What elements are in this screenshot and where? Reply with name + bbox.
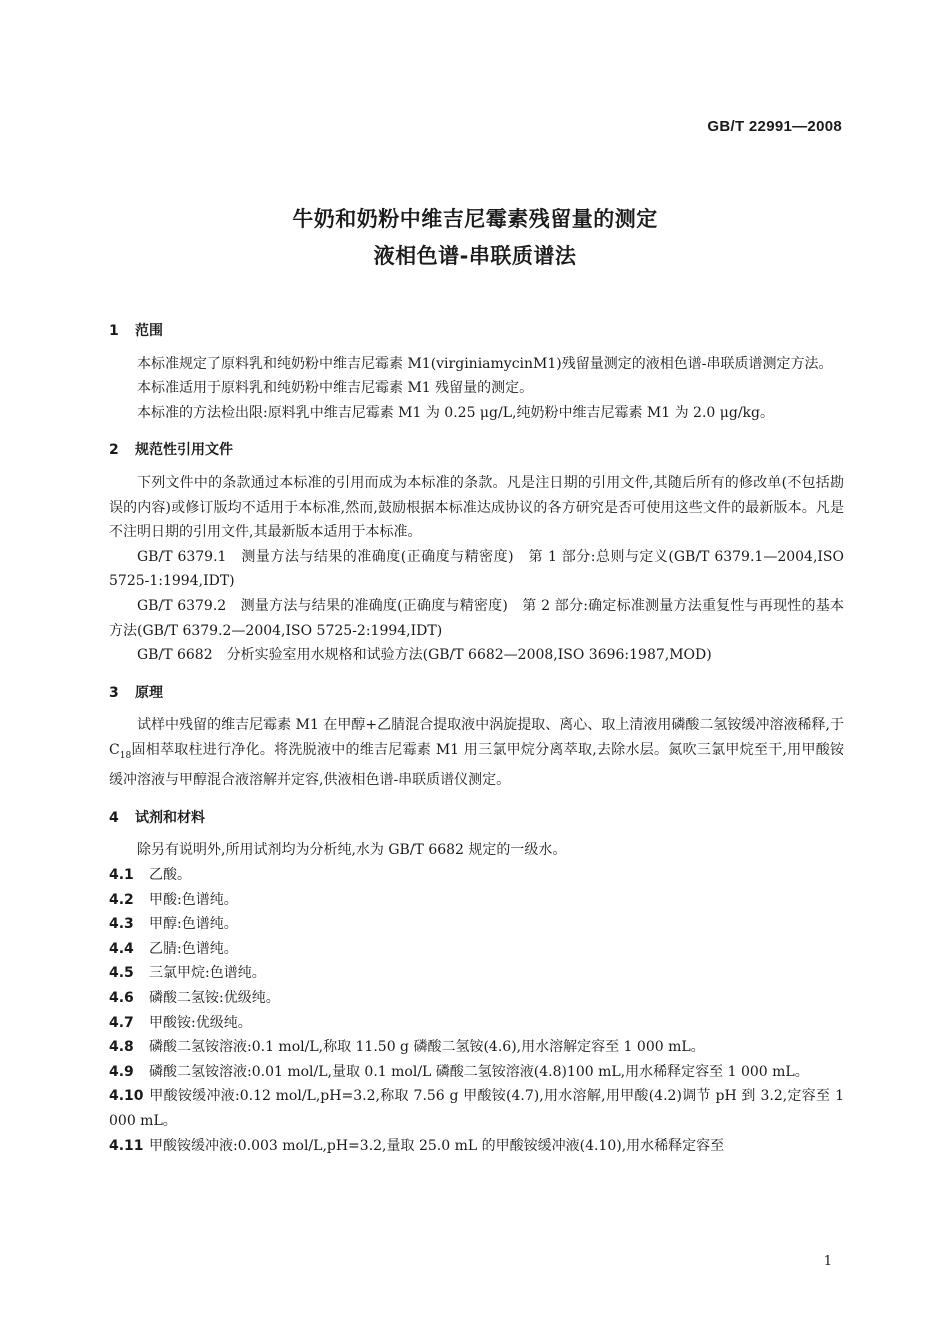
item-number: 4.7 (109, 1014, 134, 1031)
document-body (109, 319, 844, 1158)
document-title: 牛奶和奶粉中维吉尼霉素残留量的测定 (292, 207, 658, 231)
item-text: 甲酸铵缓冲液:0.003 mol/L,pH=3.2,量取 25.0 mL 的甲酸铵缓冲液(4.10),用水稀释定容至 (149, 1137, 725, 1154)
item-text: 三氯甲烷:色谱纯。 (149, 965, 266, 982)
item-text: 磷酸二氢铵:优级纯。 (149, 990, 280, 1007)
item-text: 磷酸二氢铵溶液:0.01 mol/L,量取 0.1 mol/L 磷酸二氢铵溶液(4.8)100 mL,用水稀释定容至 1 000 mL。 (149, 1063, 809, 1080)
item-number: 4.5 (109, 965, 134, 982)
list-item (109, 986, 844, 1011)
item-number: 4.8 (109, 1039, 134, 1056)
paragraph: 除另有说明外,所用试剂均为分析纯,水为 GB/T 6682 规定的一级水。 (137, 842, 567, 859)
paragraph: 本标准适用于原料乳和纯奶粉中维吉尼霉素 M1 残留量的测定。 (137, 380, 534, 397)
subscript: 18 (119, 750, 132, 761)
paragraph-text: 试样中残留的维吉尼霉素 M1 在甲醇+乙腈混合提取液中涡旋提取、离心、取上清液用磷酸二氢铵缓冲溶液稀释,于 C (109, 717, 844, 758)
list-item (109, 888, 844, 913)
item-text: 磷酸二氢铵溶液:0.1 mol/L,称取 11.50 g 磷酸二氢铵(4.6),用水溶解定容至 1 000 mL。 (149, 1039, 705, 1056)
paragraph: 本标准的方法检出限:原料乳中维吉尼霉素 M1 为 0.25 μg/L,纯奶粉中维吉尼霉素 M1 为 2.0 μg/kg。 (137, 404, 774, 421)
item-number: 4.2 (109, 891, 134, 908)
reference-item: GB/T 6379.1 测量方法与结果的准确度(正确度与精密度) 第 1 部分:总则与定义(GB/T 6379.1—2004,ISO 5725-1:1994,IDT) (109, 548, 844, 590)
reference-item: GB/T 6682 分析实验室用水规格和试验方法(GB/T 6682—2008,ISO 3696:1987,MOD) (137, 647, 712, 664)
item-number: 4.3 (109, 916, 134, 933)
item-text: 甲酸铵缓冲液:0.12 mol/L,pH=3.2,称取 7.56 g 甲酸铵(4.7),用水溶解,用甲酸(4.2)调节 pH 到 3.2,定容至 1 000 mL。 (109, 1088, 844, 1130)
reference-item: GB/T 6379.2 测量方法与结果的准确度(正确度与精密度) 第 2 部分:确定标准测量方法重复性与再现性的基本方法(GB/T 6379.2—2004,ISO 5725-2:1994,IDT) (109, 597, 844, 639)
paragraph-text: 固相萃取柱进行净化。将洗脱液中的维吉尼霉素 M1 用三氯甲烷分离萃取,去除水层。氮吹三氯甲烷至干,用甲酸铵缓冲溶液与甲醇混合液溶解并定容,供液相色谱-串联质谱仪测定。 (109, 741, 844, 789)
list-item (109, 1134, 844, 1159)
section-heading-principle (109, 681, 844, 706)
item-text: 乙腈:色谱纯。 (149, 940, 238, 957)
item-text: 甲醇:色谱纯。 (149, 916, 238, 933)
list-item (109, 937, 844, 962)
list-item (109, 1011, 844, 1036)
list-item (109, 961, 844, 986)
section-heading-scope (109, 319, 844, 344)
list-item (109, 912, 844, 937)
section-heading-reagents (109, 806, 844, 831)
section-title: 规范性引用文件 (135, 442, 233, 459)
item-number: 4.6 (109, 990, 134, 1007)
item-number: 4.4 (109, 940, 134, 957)
paragraph: 本标准规定了原料乳和纯奶粉中维吉尼霉素 M1(virginiamycinM1)残留量测定的液相色谱-串联质谱测定方法。 (137, 355, 833, 372)
paragraph (109, 713, 844, 793)
item-text: 乙酸。 (149, 867, 191, 884)
section-number: 1 (109, 323, 119, 339)
section-number: 4 (109, 809, 119, 826)
page-number: 1 (823, 1254, 832, 1269)
item-number: 4.10 (109, 1088, 144, 1105)
list-item (109, 863, 844, 888)
section-title: 范围 (135, 323, 163, 339)
section-number: 2 (109, 442, 119, 459)
list-item (109, 1060, 844, 1085)
document-subtitle: 液相色谱-串联质谱法 (373, 244, 577, 268)
item-number: 4.1 (109, 867, 134, 884)
item-number: 4.9 (109, 1063, 134, 1080)
standard-number: GB/T 22991—2008 (707, 118, 842, 135)
list-item (109, 1084, 844, 1133)
item-text: 甲酸:色谱纯。 (149, 891, 238, 908)
paragraph: 下列文件中的条款通过本标准的引用而成为本标准的条款。凡是注日期的引用文件,其随后所有的修改单(不包括勘误的内容)或修订版均不适用于本标准,然而,鼓励根据本标准达成协议的各方研究是否可使用这些文件的最新版本。凡是不注明日期的引用文件,其最新版本适用于本标准。 (109, 474, 844, 541)
item-text: 甲酸铵:优级纯。 (149, 1014, 252, 1031)
section-heading-normative-references (109, 438, 844, 463)
section-title: 试剂和材料 (135, 809, 205, 826)
section-number: 3 (109, 684, 119, 701)
section-title: 原理 (135, 684, 163, 701)
item-number: 4.11 (109, 1137, 144, 1154)
list-item (109, 1035, 844, 1060)
